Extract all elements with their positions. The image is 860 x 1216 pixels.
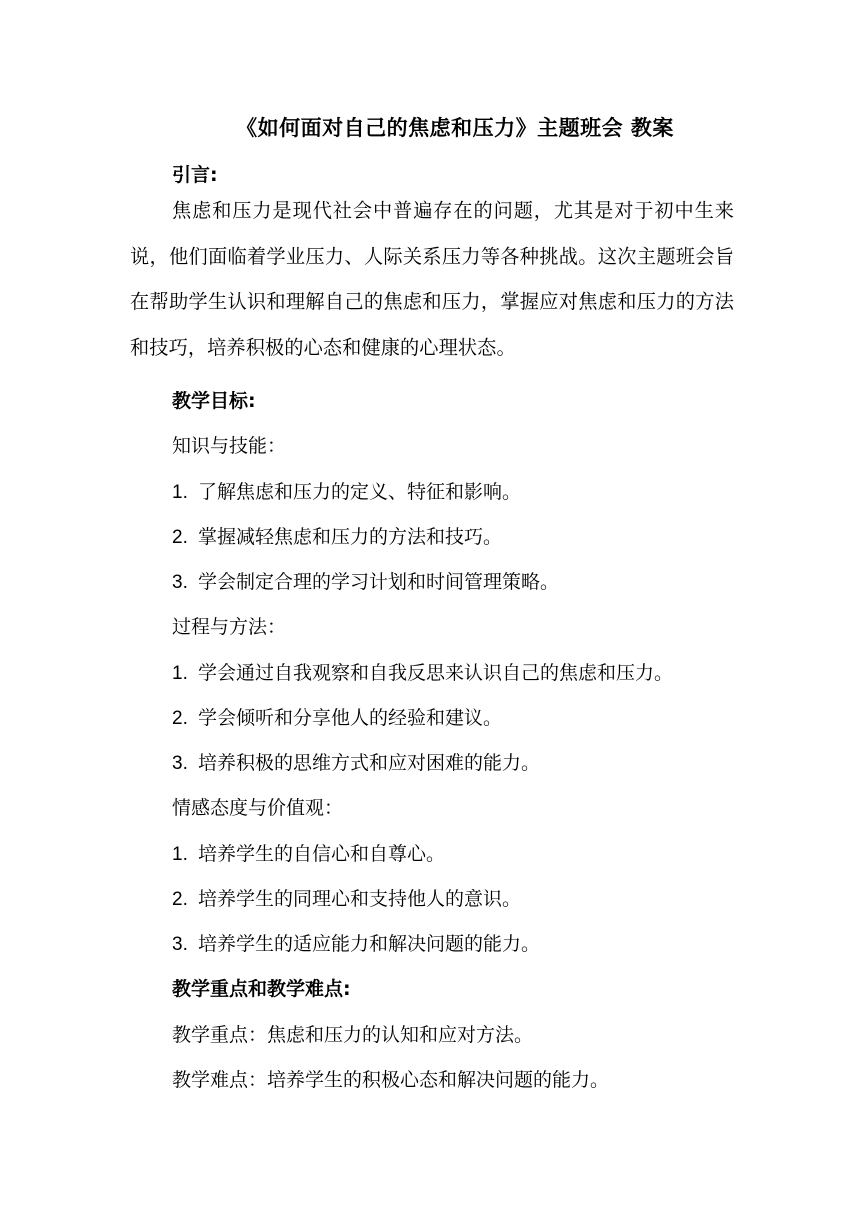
emotion-label: 情感态度与价值观： xyxy=(172,797,344,819)
key-point-text: 教学重点：焦虑和压力的认知和应对方法。 xyxy=(172,1024,534,1046)
list-number: 2. xyxy=(172,889,188,910)
list-number: 3. xyxy=(172,572,188,593)
process-label: 过程与方法： xyxy=(172,616,287,638)
list-number: 2. xyxy=(172,708,188,729)
list-text: 了解焦虑和压力的定义、特征和影响。 xyxy=(198,481,522,503)
list-item xyxy=(172,567,559,594)
list-number: 1. xyxy=(172,844,188,865)
goals-heading: 教学目标: xyxy=(172,390,256,412)
list-number: 1. xyxy=(172,663,188,684)
intro-paragraph: 焦虑和压力是现代社会中普遍存在的问题，尤其是对于初中生来说，他们面临着学业压力、人际关系压力等各种挑战。这次主题班会旨在帮助学生认识和理解自己的焦虑和压力，掌握应对焦虑和压力的方法和技巧，培养积极的心态和健康的心理状态。 xyxy=(130,199,734,359)
list-text: 培养学生的适应能力和解决问题的能力。 xyxy=(198,933,541,955)
document-title: 《如何面对自己的焦虑和压力》主题班会 教案 xyxy=(236,116,674,140)
knowledge-label: 知识与技能： xyxy=(172,435,287,457)
list-item xyxy=(172,748,540,775)
list-item xyxy=(172,839,445,866)
list-item xyxy=(172,658,673,685)
list-item xyxy=(172,522,502,549)
list-text: 学会倾听和分享他人的经验和建议。 xyxy=(198,707,503,729)
list-text: 培养学生的同理心和支持他人的意识。 xyxy=(198,888,522,910)
difficulty-text: 教学难点：培养学生的积极心态和解决问题的能力。 xyxy=(172,1069,610,1091)
focus-heading: 教学重点和教学难点: xyxy=(172,978,351,1000)
list-text: 学会通过自我观察和自我反思来认识自己的焦虑和压力。 xyxy=(198,662,674,684)
list-number: 1. xyxy=(172,482,188,503)
list-text: 掌握减轻焦虑和压力的方法和技巧。 xyxy=(198,526,503,548)
list-item xyxy=(172,703,502,730)
list-item xyxy=(172,884,521,911)
list-number: 2. xyxy=(172,527,188,548)
list-number: 3. xyxy=(172,753,188,774)
list-item xyxy=(172,477,521,504)
intro-heading: 引言: xyxy=(172,164,218,186)
list-number: 3. xyxy=(172,934,188,955)
list-text: 培养积极的思维方式和应对困难的能力。 xyxy=(198,752,541,774)
list-item xyxy=(172,929,540,956)
list-text: 学会制定合理的学习计划和时间管理策略。 xyxy=(198,571,560,593)
list-text: 培养学生的自信心和自尊心。 xyxy=(198,843,446,865)
